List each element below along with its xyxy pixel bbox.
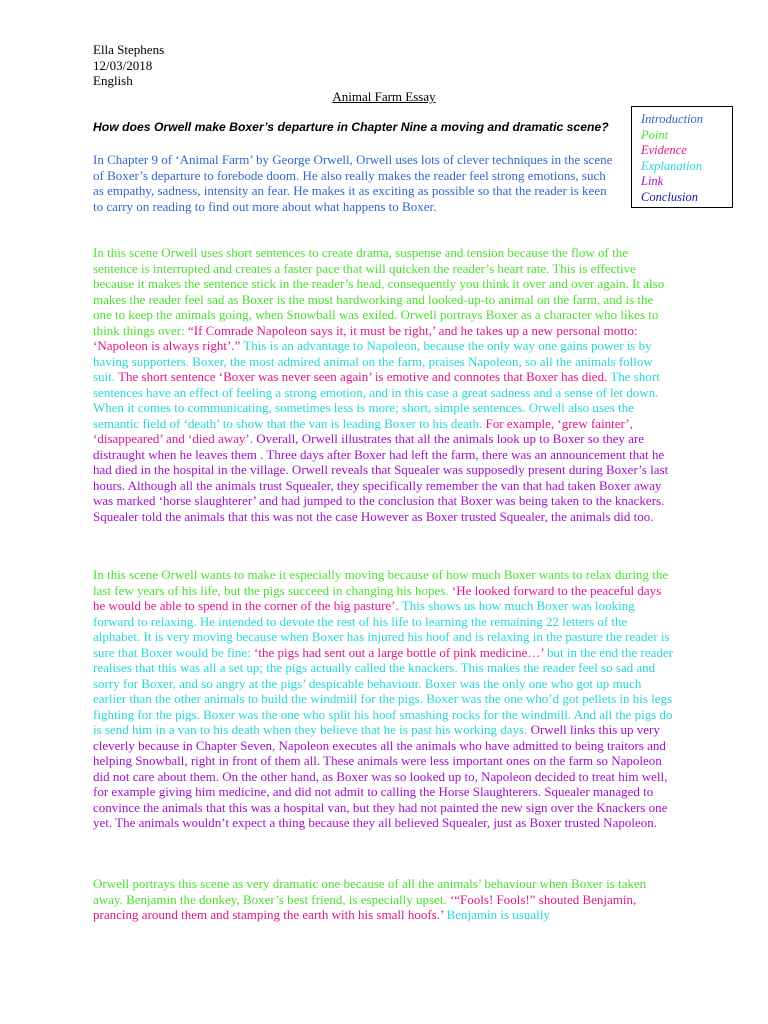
student-name: Ella Stephens xyxy=(93,42,165,57)
essay-date: 12/03/2018 xyxy=(93,57,153,73)
p1-evidence-short-sentence: The short sentence ‘Boxer was never seen again’ is emotive and connotes that Boxer has died. xyxy=(118,369,608,384)
p2-explanation: This shows us how much Boxer was looking forward to relaxing. He intended to devote the rest of his life to learning the remaining 22 letters of the alphabet. xyxy=(93,598,635,644)
legend-introduction: Introduction xyxy=(641,112,704,126)
p3-point: Orwell portrays this scene as very dramatic one because of all the animals’ behaviour when Boxer is taken away. Benjamin the donkey, Boxer’s best friend, is especially upset. xyxy=(93,876,647,907)
legend-conclusion: Conclusion xyxy=(641,189,698,204)
p3-explanation: Benjamin is usually xyxy=(443,907,550,922)
color-key-legend xyxy=(631,106,733,208)
p2-link: Orwell links this up very cleverly because in Chapter Seven, Napoleon executes all the animals who have admitted to being traitors and helping Snowball, right in front of them all. These animals were less important ones on the farm so Napoleon did not care about them. On the other hand, as Boxer was so looked up to, Napoleon decided to treat him well, for example giving him medicine, and did not admit to calling the Horse Slaughterers. Squealer managed to convince the animals that this was a hospital van, but they had not painted the new sign over the Knackers one yet. The animals wouldn’t expect a thing because they all believed Squealer, just as Boxer trusted Napoleon. xyxy=(93,722,668,830)
legend-link: Link xyxy=(641,174,664,188)
p2-evidence-medicine: ‘the pigs had sent out a large bottle of pink medicine…’ xyxy=(254,644,544,660)
subject-label: English xyxy=(93,73,133,88)
p2-point-2: It is very moving because when Boxer has injured his hoof and is relaxing in the pasture the reader is sure that Boxer would be fine: xyxy=(93,629,670,660)
p3-evidence-quote: ‘“Fools! Fools!” shouted Benjamin, prancing around them and stamping the earth with his small hoofs.’ xyxy=(93,891,637,922)
body-paragraph-1 xyxy=(93,245,675,524)
essay-title: Animal Farm Essay xyxy=(332,89,436,104)
p1-evidence-quote: “If Comrade Napoleon says it, it must be right,’ and he takes up a new personal motto: ‘Napoleon is always right’.” xyxy=(93,322,638,353)
legend-evidence: Evidence xyxy=(641,143,687,157)
p1-explanation-2: The short sentences have an effect of feeling a strong emotion, and in this case a great sadness and a sense of let down. When it comes to communicating, sometimes less is more; short, simple sentences. Orwell also uses the semantic field of ‘death’ to show that the van is leading Boxer to his death. xyxy=(93,369,660,431)
p1-explanation: This is an advantage to Napoleon, because the only way one gains power is by having supporters. Boxer, the most admired animal on the farm, praises Napoleon, so all the animals follow suit. xyxy=(93,338,653,384)
p1-link: Overall, Orwell illustrates that all the animals look up to Boxer so they are distraught when he leaves them . Three days after Boxer had left the farm, there was an announcement that he had died in the hospital in the village. Orwell reveals that Squealer was supposedly present during Boxer’s last hours. Although all the animals trust Squealer, they specifically remember the van that had taken Boxer away was marked ‘horse slaughterer’ and had jumped to the conclusion that Boxer was being taken to the knackers. Squealer told the animals that this was not the case However as Boxer trusted Squealer, the animals did too. xyxy=(93,431,669,524)
introduction-paragraph: In Chapter 9 of ‘Animal Farm’ by George Orwell, Orwell uses lots of clever techniques in the scene of Boxer’s departure to forebode doom. He also really makes the reader feel strong emotions, such as empathy, sadness, intensity an fear. He makes it as exciting as possible so that the reader is keen to carry on reading to find out more about what happens to Boxer. xyxy=(93,152,613,214)
legend-point: Point xyxy=(641,127,669,142)
legend-explanation: Explanation xyxy=(641,158,703,173)
p2-point: In this scene Orwell wants to make it especially moving because of how much Boxer wants to relax during the last few years of his life, but the pigs succeed in changing his hopes. xyxy=(93,567,669,598)
body-paragraph-3 xyxy=(93,876,675,923)
body-paragraph-2 xyxy=(93,567,675,831)
p2-evidence-quote: ‘He looked forward to the peaceful days he would be able to spend in the corner of the big pasture’. xyxy=(93,582,662,613)
essay-question: How does Orwell make Boxer’s departure in Chapter Nine a moving and dramatic scene? xyxy=(93,120,609,134)
p1-evidence-example: For example, ‘grew fainter’, ‘disappeared’ and ‘died away’. xyxy=(93,415,633,446)
p2-explanation-2: but in the end the reader realises that this was all a set up; the pigs actually called the knackers. This makes the reader feel so sad and sorry for Boxer, and so angry at the pigs’ despicable behaviour. Boxer was the only one who got up much earlier than the other animals to build the windmill for the pigs. Boxer was the one who’d got pellets in his legs fighting for the pigs. Boxer was the one who split his hoof smashing rocks for the windmill. And all the pigs do is send him in a van to his death when they believe that he is past his working days. xyxy=(93,644,674,737)
p1-point: In this scene Orwell uses short sentences to create drama, suspense and tension because the flow of the sentence is interrupted and creates a faster pace that will quicken the reader’s heart rate. This is effective because it makes the sentence stick in the reader’s head, consequently you think it over and over again. It also makes the reader feel sad as Boxer is the most hardworking and looked-up-to animal on the farm, and is the one to keep the animals going, when Snowball was exiled. Orwell portrays Boxer as a character who likes to think things over: xyxy=(93,245,665,338)
student-header xyxy=(93,42,164,89)
